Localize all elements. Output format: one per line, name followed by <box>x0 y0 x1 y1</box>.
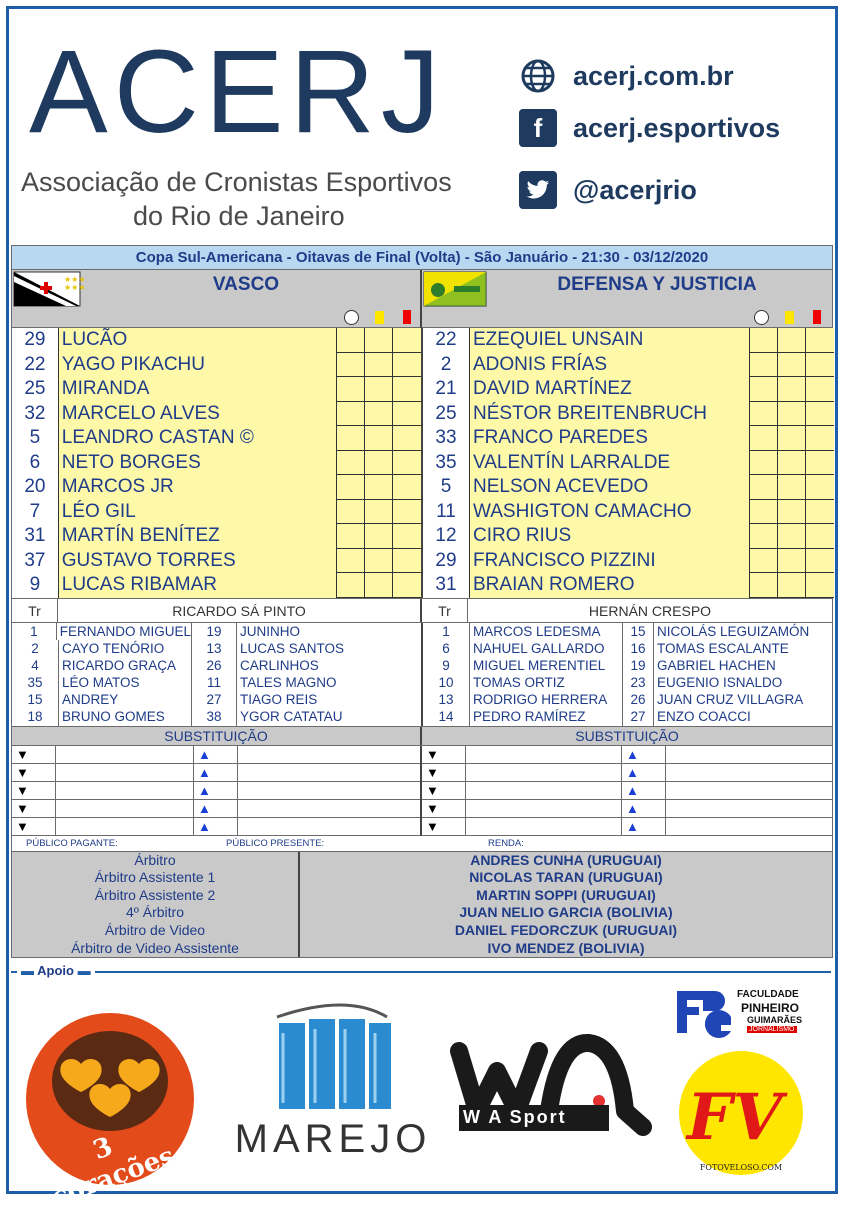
arrow-up-icon: ▲ <box>194 818 238 835</box>
referee-role: Árbitro de Video <box>104 922 206 938</box>
arrow-down-icon: ▼ <box>12 818 56 835</box>
referee-name: MARTIN SOPPI (URUGUAI) <box>476 886 656 903</box>
arrow-down-icon: ▼ <box>12 782 56 799</box>
list-item <box>423 691 622 708</box>
coach-name: RICARDO SÁ PINTO <box>172 602 306 619</box>
player-number: 32 <box>12 402 58 427</box>
player-name: LEANDRO CASTAN © <box>58 426 337 451</box>
logo-subtitle-2: do Rio de Janeiro <box>133 201 345 231</box>
reserve-name: GABRIEL HACHEN <box>653 657 834 674</box>
reserve-number: 35 <box>27 675 43 691</box>
marejo-logo-icon <box>227 999 439 1119</box>
player-row <box>423 573 834 598</box>
away-coach <box>422 599 832 622</box>
renda-label: RENDA: <box>488 837 524 849</box>
referee-role: Árbitro Assistente 1 <box>94 869 216 886</box>
player-number: 29 <box>12 328 58 353</box>
list-item <box>12 657 191 674</box>
header <box>9 9 835 243</box>
acerj-logo: ACERJ <box>29 26 446 158</box>
attendance-row <box>12 836 832 852</box>
player-name: MIRANDA <box>58 377 337 402</box>
list-item <box>423 623 622 640</box>
sponsor-marejo[interactable] <box>227 999 439 1169</box>
player-number: 31 <box>423 573 469 598</box>
arrow-down-icon: ▼ <box>12 800 56 817</box>
arrow-down-icon: ▼ <box>422 746 466 763</box>
arrow-down-icon: ▼ <box>422 764 466 781</box>
fpg-line3: GUIMARÃES <box>747 1015 803 1025</box>
arrow-down-icon: ▼ <box>422 818 466 835</box>
reserve-number: 10 <box>438 675 454 691</box>
reserve-name: LÉO MATOS <box>58 674 191 691</box>
player-row <box>423 402 834 427</box>
reserve-number: 2 <box>31 640 39 656</box>
list-item <box>623 657 834 674</box>
arrow-down-icon: ▼ <box>422 800 466 817</box>
home-reserves <box>12 623 423 726</box>
player-row <box>12 475 421 500</box>
arrow-down-icon: ▼ <box>422 782 466 799</box>
reserve-number: 19 <box>206 623 222 639</box>
player-number: 22 <box>12 353 58 378</box>
list-item <box>623 691 834 708</box>
svg-text:FV: FV <box>687 1080 783 1155</box>
goal-ball-icon <box>749 307 773 327</box>
list-item <box>12 623 191 640</box>
player-number: 21 <box>423 377 469 402</box>
player-number: 9 <box>12 573 58 598</box>
player-number: 29 <box>423 549 469 574</box>
coach-label: Tr <box>12 599 58 622</box>
reserve-name: NICOLÁS LEGUIZAMÓN <box>653 623 834 640</box>
referee-roles <box>12 852 300 958</box>
player-name: LUCAS RIBAMAR <box>58 573 337 598</box>
fpg-line1: FACULDADE <box>737 989 799 1000</box>
player-row <box>12 451 421 476</box>
reserve-number: 1 <box>30 623 38 639</box>
player-number: 12 <box>423 524 469 549</box>
away-reserves <box>423 623 834 726</box>
reserve-name: TALES MAGNO <box>236 674 421 691</box>
reserve-name: RODRIGO HERRERA <box>469 691 622 708</box>
reserve-name: PEDRO RAMÍREZ <box>469 708 622 725</box>
player-row <box>423 328 834 353</box>
defensa-flag-icon <box>424 272 486 306</box>
referee-name: DANIEL FEDORCZUK (URUGUAI) <box>454 922 678 938</box>
list-item <box>423 674 622 691</box>
player-number: 20 <box>12 475 58 500</box>
player-row <box>423 451 834 476</box>
list-item <box>623 640 834 657</box>
fotoveloso-text: FOTOVELOSO.COM <box>699 1163 783 1172</box>
referee-role: Árbitro Assistente 2 <box>94 886 216 903</box>
player-number: 37 <box>12 549 58 574</box>
reserve-name: NAHUEL GALLARDO <box>469 640 622 657</box>
away-substitution-label: SUBSTITUIÇÃO <box>575 727 679 744</box>
player-name: WASHIGTON CAMACHO <box>469 500 749 525</box>
player-number: 11 <box>423 500 469 525</box>
away-team-name: DEFENSA Y JUSTICIA <box>557 274 757 295</box>
reserve-name: CAYO TENÓRIO <box>58 640 191 657</box>
list-item <box>192 657 421 674</box>
social-website[interactable] <box>519 55 829 97</box>
player-name: YAGO PIKACHU <box>58 353 337 378</box>
player-number: 25 <box>423 402 469 427</box>
arrow-down-icon: ▼ <box>12 746 56 763</box>
arrow-up-icon: ▲ <box>622 746 666 763</box>
publico-presente-label: PÚBLICO PRESENTE: <box>226 837 325 849</box>
player-name: LUCÃO <box>58 328 337 353</box>
player-name: ADONIS FRÍAS <box>469 353 749 378</box>
reserve-name: EUGENIO ISNALDO <box>653 674 834 691</box>
player-row <box>12 402 421 427</box>
list-item <box>12 674 191 691</box>
facebook-icon: f <box>519 109 557 147</box>
website-text: acerj.com.br <box>573 60 734 91</box>
apoio-label: ▬ Apoio ▬ <box>17 963 95 978</box>
sponsor-3coracoes-text: 3 corações <box>47 1131 179 1214</box>
player-name: FRANCISCO PIZZINI <box>469 549 749 574</box>
coach-row <box>12 599 832 623</box>
home-coach <box>12 599 422 622</box>
sponsor-marejo-text: MAREJO <box>234 1117 432 1161</box>
fpg-line4: JORNALISMO <box>749 1026 795 1033</box>
player-number: 35 <box>423 451 469 476</box>
player-name: MARCOS JR <box>58 475 337 500</box>
reserve-name: TOMAS ORTIZ <box>469 674 622 691</box>
player-row <box>12 328 421 353</box>
referee-names <box>300 852 832 958</box>
reserve-number: 15 <box>630 623 646 639</box>
away-substitutions <box>422 746 832 836</box>
apoio-divider <box>11 971 831 973</box>
referee-name: NICOLAS TARAN (URUGUAI) <box>469 869 663 886</box>
reserve-name: LUCAS SANTOS <box>236 640 421 657</box>
player-row <box>12 524 421 549</box>
substitution-header <box>12 727 832 746</box>
player-name: NETO BORGES <box>58 451 337 476</box>
reserve-number: 18 <box>27 709 43 725</box>
match-title: Copa Sul-Americana - Oitavas de Final (Volta) - São Januário - 21:30 - 03/12/2020 <box>12 246 832 270</box>
reserve-number: 14 <box>438 709 454 725</box>
player-number: 31 <box>12 524 58 549</box>
list-item <box>192 623 421 640</box>
fpg-logo-icon <box>677 987 735 1037</box>
reserve-number: 9 <box>442 657 450 673</box>
reserve-number: 27 <box>630 709 646 725</box>
referees-section <box>12 852 832 958</box>
player-name: VALENTÍN LARRALDE <box>469 451 749 476</box>
list-item <box>623 674 834 691</box>
twitter-icon <box>519 171 557 209</box>
player-name: NELSON ACEVEDO <box>469 475 749 500</box>
reserve-name: JUNINHO <box>236 623 421 640</box>
teams-row <box>12 270 832 328</box>
arrow-up-icon: ▲ <box>194 800 238 817</box>
reserve-name: ANDREY <box>58 691 191 708</box>
player-name: DAVID MARTÍNEZ <box>469 377 749 402</box>
list-item <box>192 674 421 691</box>
player-name: MARCELO ALVES <box>58 402 337 427</box>
home-substitutions <box>12 746 422 836</box>
reserve-name: RICARDO GRAÇA <box>58 657 191 674</box>
player-name: FRANCO PAREDES <box>469 426 749 451</box>
player-number: 2 <box>423 353 469 378</box>
list-item <box>623 623 834 640</box>
list-item <box>192 708 421 725</box>
player-number: 6 <box>12 451 58 476</box>
coach-label: Tr <box>422 599 468 622</box>
starters-section <box>12 328 832 599</box>
home-team-header <box>12 270 422 328</box>
player-row <box>423 353 834 378</box>
yellow-card-icon <box>777 307 801 327</box>
arrow-up-icon: ▲ <box>194 764 238 781</box>
reserve-number: 16 <box>630 640 646 656</box>
reserve-name: MIGUEL MERENTIEL <box>469 657 622 674</box>
match-sheet <box>11 245 833 958</box>
sponsor-3coracoes[interactable] <box>21 1009 199 1214</box>
yellow-card-icon <box>367 307 391 327</box>
reserve-number: 26 <box>630 692 646 708</box>
list-item <box>423 657 622 674</box>
player-row <box>12 426 421 451</box>
player-row <box>423 524 834 549</box>
player-number: 5 <box>423 475 469 500</box>
coach-name: HERNÁN CRESPO <box>588 602 712 619</box>
reserve-name: YGOR CATATAU <box>236 708 421 725</box>
home-team-name: VASCO <box>212 274 280 295</box>
twitter-text: @acerjrio <box>573 174 697 205</box>
goal-ball-icon <box>339 307 363 327</box>
list-item <box>12 708 191 725</box>
apoio-text: Apoio <box>37 963 74 978</box>
player-name: NÉSTOR BREITENBRUCH <box>469 402 749 427</box>
arrow-up-icon: ▲ <box>622 764 666 781</box>
social-facebook[interactable] <box>519 107 829 149</box>
red-card-icon <box>805 307 829 327</box>
player-number: 7 <box>12 500 58 525</box>
player-row <box>423 500 834 525</box>
arrow-up-icon: ▲ <box>194 782 238 799</box>
publico-pagante-label: PÚBLICO PAGANTE: <box>26 837 118 849</box>
red-card-icon <box>395 307 419 327</box>
away-team-header <box>422 270 832 328</box>
player-row <box>423 377 834 402</box>
reserve-name: TOMAS ESCALANTE <box>653 640 834 657</box>
player-row <box>12 353 421 378</box>
home-substitution-label: SUBSTITUIÇÃO <box>12 727 422 745</box>
substitution-grid <box>12 746 832 836</box>
list-item <box>192 691 421 708</box>
reserve-number: 27 <box>206 692 222 708</box>
globe-icon <box>519 57 557 95</box>
player-number: 25 <box>12 377 58 402</box>
player-row <box>12 549 421 574</box>
player-row <box>12 573 421 598</box>
arrow-up-icon: ▲ <box>622 800 666 817</box>
list-item <box>623 708 834 725</box>
list-item <box>192 640 421 657</box>
reserve-number: 13 <box>438 692 454 708</box>
reserve-number: 38 <box>206 709 222 725</box>
away-starters <box>423 328 834 598</box>
reserve-name: BRUNO GOMES <box>58 708 191 725</box>
player-row <box>423 426 834 451</box>
reserves-section <box>12 623 832 727</box>
facebook-text: acerj.esportivos <box>573 112 781 143</box>
player-name: BRAIAN ROMERO <box>469 573 749 598</box>
player-number: 33 <box>423 426 469 451</box>
reserve-number: 13 <box>206 640 222 656</box>
player-name: CIRO RIUS <box>469 524 749 549</box>
player-number: 5 <box>12 426 58 451</box>
referee-role: 4º Árbitro <box>125 904 185 921</box>
logo-subtitle-1: Associação de Cronistas Esportivos <box>21 167 452 197</box>
reserve-number: 15 <box>27 692 43 708</box>
reserve-number: 23 <box>630 675 646 691</box>
sponsor-fotoveloso[interactable] <box>673 1047 809 1183</box>
list-item <box>12 691 191 708</box>
home-starters <box>12 328 423 598</box>
reserve-number: 4 <box>31 657 39 673</box>
reserve-name: CARLINHOS <box>236 657 421 674</box>
list-item <box>423 640 622 657</box>
player-name: MARTÍN BENÍTEZ <box>58 524 337 549</box>
referee-role: Árbitro <box>134 851 176 868</box>
reserve-number: 26 <box>206 657 222 673</box>
player-name: LÉO GIL <box>58 500 337 525</box>
social-twitter[interactable] <box>519 169 829 211</box>
reserve-number: 19 <box>630 657 646 673</box>
referee-name: IVO MENDEZ (BOLIVIA) <box>487 939 645 956</box>
sponsor-fpg[interactable] <box>677 987 827 1039</box>
match-sheet-frame <box>6 6 838 1214</box>
svg-text:★★★: ★★★ <box>64 283 86 292</box>
sponsor-wasport[interactable] <box>449 1031 649 1141</box>
sponsor-wasport-text: W A Sport <box>463 1107 567 1127</box>
player-number: 22 <box>423 328 469 353</box>
reserve-name: ENZO COACCI <box>653 708 834 725</box>
reserve-number: 6 <box>442 640 450 656</box>
player-row <box>12 377 421 402</box>
referee-name: ANDRES CUNHA (URUGUAI) <box>470 851 662 868</box>
player-name: EZEQUIEL UNSAIN <box>469 328 749 353</box>
referee-name: JUAN NELIO GARCIA (BOLIVIA) <box>459 904 673 921</box>
svg-text:★★★: ★★★ <box>64 275 86 284</box>
vasco-flag-icon <box>14 272 86 306</box>
reserve-name: MARCOS LEDESMA <box>469 623 622 640</box>
referee-role: Árbitro de Video Assistente <box>71 939 239 956</box>
arrow-up-icon: ▲ <box>194 746 238 763</box>
list-item <box>12 640 191 657</box>
fpg-line2: PINHEIRO <box>741 1001 800 1015</box>
reserve-name: JUAN CRUZ VILLAGRA <box>653 691 834 708</box>
player-name: GUSTAVO TORRES <box>58 549 337 574</box>
reserve-number: 11 <box>206 675 221 691</box>
arrow-up-icon: ▲ <box>622 782 666 799</box>
arrow-up-icon: ▲ <box>622 818 666 835</box>
player-row <box>423 549 834 574</box>
reserve-name: FERNANDO MIGUEL <box>56 623 191 640</box>
player-row <box>12 500 421 525</box>
arrow-down-icon: ▼ <box>12 764 56 781</box>
list-item <box>423 708 622 725</box>
reserve-name: TIAGO REIS <box>236 691 421 708</box>
player-row <box>423 475 834 500</box>
reserve-number: 1 <box>442 623 450 639</box>
